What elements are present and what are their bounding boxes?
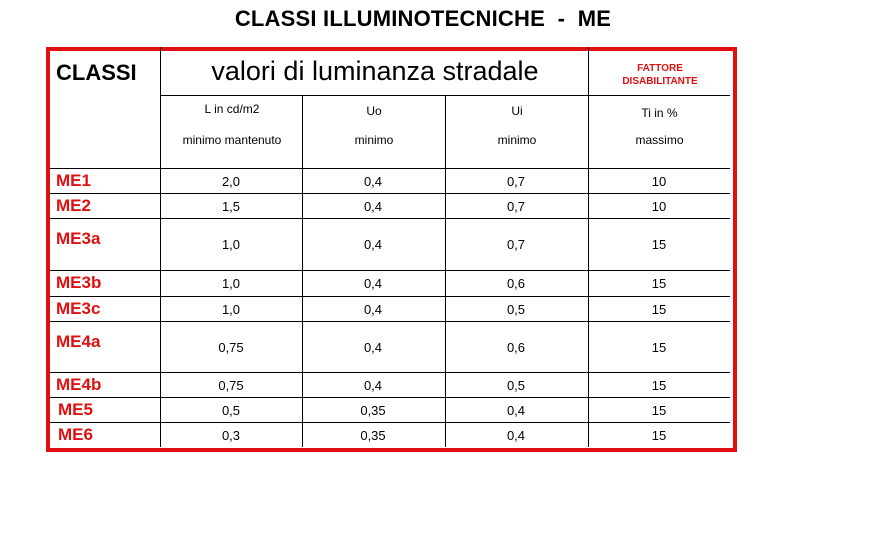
grid-hline [160, 95, 730, 96]
table-cell: 15 [651, 402, 667, 418]
table-cell: 0,75 [218, 377, 244, 393]
table-cell: 1,5 [221, 198, 241, 214]
table-cell: 0,4 [363, 198, 383, 214]
column-qualifier-l: minimo mantenuto [182, 133, 282, 147]
table-cell: 0,4 [506, 402, 526, 418]
table-cell: 0,4 [363, 173, 383, 189]
table-cell: 0,4 [363, 237, 383, 252]
table-cell: 0,4 [363, 276, 383, 291]
column-label-ui: Ui [511, 104, 523, 118]
table-cell: 0,6 [506, 276, 526, 291]
table-cell: 15 [651, 427, 667, 443]
table-cell: 15 [651, 237, 667, 252]
header-classi: CLASSI [56, 60, 137, 85]
row-class-label: ME3a [56, 229, 101, 248]
row-class-label: ME1 [56, 171, 91, 190]
column-qualifier-ui: minimo [497, 133, 537, 147]
table-cell: 15 [651, 339, 667, 355]
row-class-label: ME4a [56, 332, 101, 351]
table-cell: 0,4 [506, 427, 526, 443]
row-class-label: ME2 [56, 196, 91, 215]
page-title: CLASSI ILLUMINOTECNICHE - ME [234, 6, 612, 31]
table-cell: 15 [651, 276, 667, 291]
table-cell: 15 [651, 301, 667, 317]
column-label-ti: Ti in % [641, 106, 678, 120]
table-cell: 0,35 [360, 402, 386, 418]
table-cell: 0,7 [506, 237, 526, 252]
table-cell: 1,0 [221, 237, 241, 252]
table-cell: 0,5 [506, 377, 526, 393]
column-label-uo: Uo [366, 104, 382, 118]
table-cell: 0,35 [360, 427, 386, 443]
row-class-label: ME3c [56, 299, 101, 318]
column-label-l: L in cd/m2 [204, 102, 260, 116]
table-cell: 15 [651, 377, 667, 393]
column-qualifier-ti: massimo [635, 133, 684, 147]
row-class-label: ME4b [56, 375, 102, 394]
table-cell: 0,4 [363, 339, 383, 355]
table-cell: 0,7 [506, 173, 526, 189]
header-fattore-disabilitante [590, 62, 730, 88]
table-cell: 0,4 [363, 301, 383, 317]
row-class-label: ME5 [58, 400, 93, 419]
table-cell: 1,0 [221, 301, 241, 317]
row-class-label: ME3b [56, 273, 102, 292]
table-cell: 0,75 [218, 339, 244, 355]
row-class-label: ME6 [58, 425, 93, 444]
table-cell: 1,0 [221, 276, 241, 291]
header-luminance-values: valori di luminanza stradale [211, 56, 539, 86]
table-cell: 10 [651, 173, 667, 189]
table-cell: 10 [651, 198, 667, 214]
header-fattore-line2: DISABILITANTE [622, 76, 698, 87]
header-fattore-line1: FATTORE [637, 63, 683, 74]
table-cell: 0,5 [221, 402, 241, 418]
table-cell: 0,6 [506, 339, 526, 355]
table-cell: 0,5 [506, 301, 526, 317]
table-cell: 2,0 [221, 173, 241, 189]
table-cell: 0,7 [506, 198, 526, 214]
column-qualifier-uo: minimo [354, 133, 394, 147]
table-cell: 0,3 [221, 427, 241, 443]
table-cell: 0,4 [363, 377, 383, 393]
